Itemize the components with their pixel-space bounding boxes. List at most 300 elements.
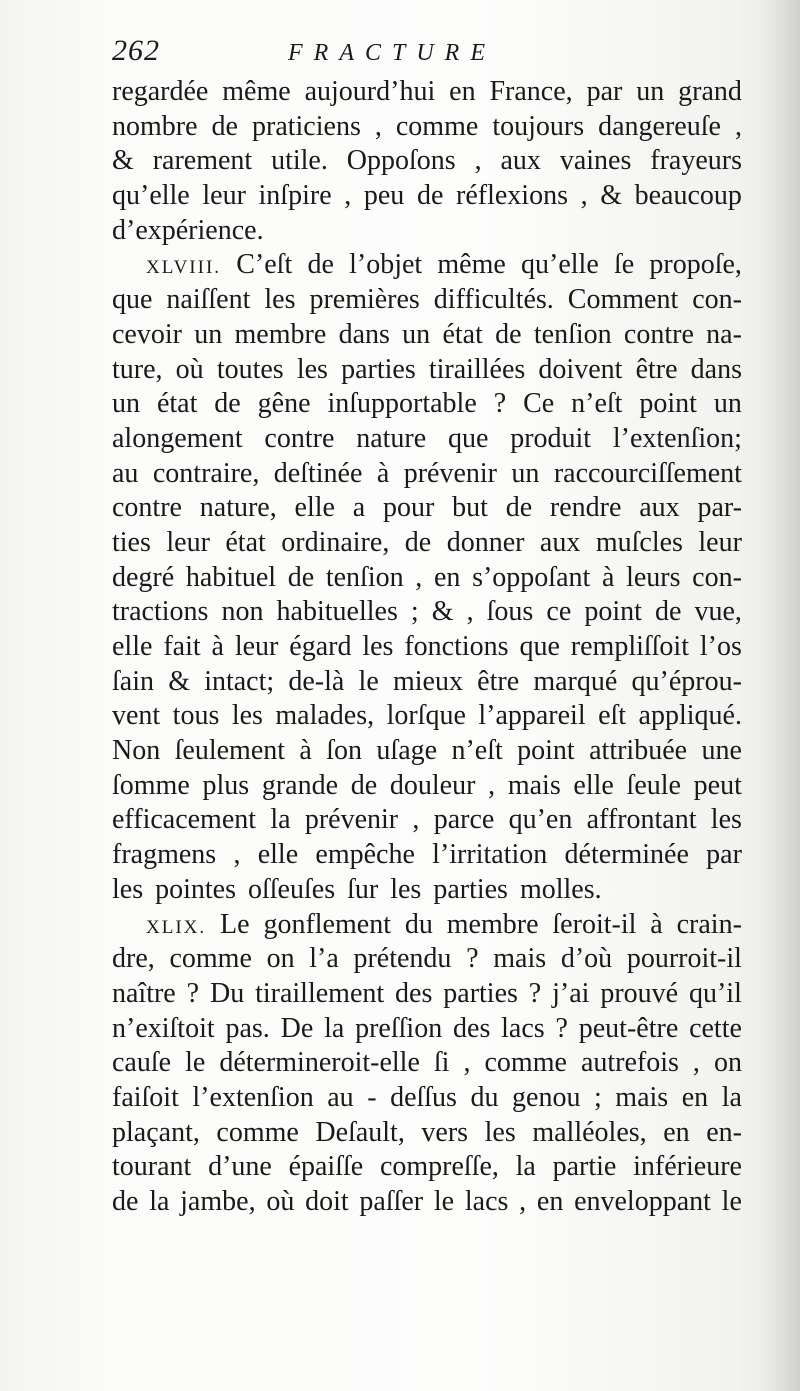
word: Comment: [567, 284, 679, 316]
word: leur: [202, 180, 246, 212]
word: pour: [382, 492, 435, 524]
word: de: [350, 769, 378, 801]
word: ,: [463, 1047, 471, 1079]
text-line: [112, 215, 742, 250]
word: &: [431, 596, 454, 628]
word: peu: [363, 180, 405, 212]
word: grande: [261, 769, 339, 801]
word: l’irritation: [432, 839, 548, 871]
word: l’objet: [349, 249, 423, 281]
word: l’os: [699, 631, 742, 662]
word: le: [185, 1047, 206, 1079]
word: mais: [493, 943, 547, 975]
word: par: [586, 76, 623, 107]
word: les: [231, 700, 263, 732]
text-line: [112, 839, 742, 874]
word: de: [287, 561, 315, 593]
word: jambe,: [180, 1186, 256, 1217]
word: uſage: [376, 735, 438, 767]
text-line: [112, 1186, 742, 1221]
word: vers: [421, 1116, 469, 1148]
word: naître: [112, 977, 176, 1009]
word: à: [376, 457, 390, 489]
text-line: [112, 631, 742, 666]
word: ſeule: [626, 769, 681, 801]
text-line: [112, 284, 742, 319]
word: un: [713, 388, 742, 420]
word: être: [635, 353, 678, 385]
word: ture,: [112, 353, 163, 385]
word: tenſion: [325, 561, 404, 593]
word: que: [447, 422, 489, 454]
word: qu’éprou-: [631, 665, 742, 697]
word: à: [211, 631, 224, 662]
word: un: [511, 457, 540, 489]
word: parties: [341, 353, 416, 385]
word: de: [654, 596, 682, 628]
word: donner: [446, 526, 525, 558]
word: prouvé: [600, 977, 679, 1009]
word: d’où: [560, 943, 613, 975]
word: frayeurs: [650, 145, 742, 177]
word: ſe: [613, 249, 635, 281]
word: un: [194, 318, 223, 350]
word: fait: [163, 631, 201, 662]
text-line: [112, 666, 742, 701]
word: la: [149, 1186, 170, 1217]
word: vue,: [694, 596, 742, 628]
word: ?: [555, 1012, 568, 1044]
word: contraire,: [152, 457, 260, 489]
word: point: [517, 735, 575, 767]
word: mais: [615, 1081, 669, 1113]
word: les: [484, 1116, 516, 1148]
word: inſupportable: [327, 388, 477, 420]
word: praticiens: [252, 110, 361, 142]
word: Le: [220, 908, 250, 940]
word: de: [211, 110, 238, 142]
word: en: [449, 76, 476, 107]
word: lacs: [501, 1012, 545, 1044]
page-edge-shadow: [762, 0, 800, 1391]
word: enveloppant: [574, 1186, 711, 1217]
word: aux: [639, 492, 680, 524]
word: à: [299, 735, 312, 767]
word: ?: [186, 977, 200, 1009]
section-title: FRACTURE: [288, 40, 496, 66]
word: ;: [410, 596, 419, 628]
word: en: [536, 1186, 564, 1217]
text-line: [112, 111, 742, 146]
word: ſous: [486, 596, 534, 628]
word: appliqué.: [638, 700, 742, 732]
word: parce: [433, 804, 495, 836]
word: n’eſt: [571, 388, 623, 420]
word: prétendu: [353, 943, 452, 975]
word: tous: [172, 700, 220, 732]
word: une: [701, 735, 742, 767]
word: membre: [446, 908, 539, 940]
word: tourant: [112, 1151, 192, 1183]
word: ,: [415, 561, 423, 593]
word: même: [222, 76, 291, 107]
word: ?: [493, 388, 507, 420]
word: que: [519, 631, 560, 662]
word: ſomme: [112, 769, 190, 801]
word: aux: [539, 526, 581, 558]
word: Deſault,: [315, 1116, 405, 1148]
word: but: [452, 492, 488, 524]
word: malléoles,: [532, 1116, 647, 1148]
word: a: [352, 492, 366, 524]
word: pourroit-il: [626, 943, 742, 975]
word: France,: [489, 76, 573, 107]
word: tenſion: [533, 318, 612, 350]
word: toujours: [492, 110, 585, 142]
word: rarement: [152, 145, 253, 177]
word: &: [168, 665, 190, 697]
word: l’appareil: [478, 700, 586, 732]
word: pointes: [155, 873, 236, 905]
word: par: [706, 839, 742, 871]
word: faiſoit: [112, 1081, 179, 1113]
text-line: [112, 354, 742, 389]
word: crain-: [676, 908, 742, 940]
text-line: [112, 1151, 742, 1186]
word: fragmens: [112, 839, 217, 871]
word: rendre: [549, 492, 622, 524]
word: nature,: [199, 492, 277, 524]
word: ſeroit-il: [552, 908, 637, 940]
word: ,: [580, 180, 588, 212]
word: ſi: [433, 1047, 450, 1079]
word: ,: [233, 839, 241, 871]
word: comme: [484, 1047, 567, 1079]
word: Ce: [523, 388, 555, 420]
word: doivent: [538, 353, 623, 385]
word: en: [433, 561, 461, 593]
word: compreſſe,: [379, 1151, 499, 1183]
word: leurs: [626, 561, 681, 593]
word: difficultés.: [433, 284, 554, 316]
text-line: [112, 735, 742, 770]
word: point: [639, 388, 697, 420]
word: ordinaire,: [281, 526, 390, 558]
word: ,: [692, 1047, 700, 1079]
word: non: [221, 596, 264, 628]
word: inſpire: [258, 180, 332, 212]
word: au: [112, 457, 139, 489]
word: où: [175, 353, 204, 385]
word: à: [601, 561, 615, 593]
word: qu’elle: [112, 180, 190, 212]
word: elle: [573, 769, 614, 801]
word: Oppoſons: [346, 145, 456, 177]
word: on: [266, 943, 295, 975]
word: ,: [344, 180, 352, 212]
text-line: [112, 527, 742, 562]
word: beaucoup: [634, 180, 742, 212]
word: n’eſt: [451, 735, 503, 767]
word: lorſque: [386, 700, 466, 732]
word: contre: [264, 422, 335, 454]
word: eſt: [598, 700, 627, 732]
word: même: [437, 249, 506, 281]
word: genou: [512, 1081, 581, 1113]
word: ſur: [347, 873, 379, 905]
word: oſſeuſes: [248, 873, 336, 905]
word: ,: [488, 769, 496, 801]
word: gonflement: [263, 908, 391, 940]
word: ſeulement: [174, 735, 286, 767]
word: prévenir: [403, 457, 497, 489]
word: ſon: [326, 735, 363, 767]
text-line: [112, 804, 742, 839]
word: na-: [706, 318, 742, 350]
word: C’eſt: [236, 249, 293, 281]
word: des: [453, 1012, 491, 1044]
word: De: [280, 1012, 314, 1044]
word: elle: [294, 492, 335, 524]
word: d’une: [208, 1151, 272, 1183]
text-line: [112, 319, 742, 354]
word: mais: [507, 769, 561, 801]
word: point: [584, 596, 642, 628]
word: plaçant,: [112, 1116, 200, 1148]
word: que: [112, 284, 153, 316]
word: affrontant: [586, 804, 697, 836]
word: leur: [234, 631, 279, 662]
word: de: [416, 180, 444, 212]
word: par-: [697, 492, 742, 524]
text-line: [112, 1117, 742, 1152]
paragraph-start-line: [112, 909, 742, 944]
word: peut: [693, 769, 742, 801]
word: inférieure: [633, 1151, 742, 1183]
word: mieux: [392, 665, 463, 697]
word: ,: [734, 110, 742, 142]
word: fonctions: [404, 631, 509, 662]
word: la: [515, 1151, 536, 1183]
word: l’extenſion;: [612, 422, 742, 454]
word: tiraillées: [428, 353, 526, 385]
text-line: [112, 76, 742, 111]
word: vaines: [559, 145, 632, 177]
word: deſtinée: [273, 457, 363, 489]
word: la: [270, 804, 291, 836]
word: preſſion: [355, 1012, 443, 1044]
word: j’ai: [552, 977, 590, 1009]
word: propoſe,: [649, 249, 742, 281]
word: partie: [552, 1151, 617, 1183]
word: ,: [466, 596, 474, 628]
word: où: [266, 1186, 295, 1217]
word: toutes: [216, 353, 284, 385]
word: de: [505, 492, 533, 524]
word: égard: [289, 631, 352, 662]
word: dre,: [112, 943, 155, 975]
word: qu’il: [688, 977, 742, 1009]
word: dans: [690, 353, 742, 385]
word: degré: [112, 561, 175, 593]
section-number: XLIX.: [146, 916, 207, 938]
word: con-: [692, 561, 742, 593]
word: état: [156, 388, 198, 420]
word: en-: [706, 1116, 742, 1148]
word: n’exiſtoit: [112, 1012, 215, 1044]
text-line: [112, 180, 742, 215]
word: les: [296, 353, 328, 385]
word: de: [307, 249, 334, 281]
word: à: [650, 908, 663, 940]
text-line: [112, 596, 742, 631]
word: habituelles: [276, 596, 398, 628]
word: muſcles: [595, 526, 683, 558]
word: douleur: [389, 769, 476, 801]
word: grand: [678, 76, 742, 107]
word: ce: [546, 596, 572, 628]
word: premières: [309, 284, 420, 316]
word: cette: [689, 1012, 742, 1044]
word: réflexions: [456, 180, 568, 212]
word: -: [367, 1081, 377, 1113]
word: deſſus: [390, 1081, 457, 1113]
word: de-là: [288, 665, 345, 697]
word: pas.: [225, 1012, 270, 1044]
text-line: [112, 458, 742, 493]
word: le: [721, 1186, 742, 1217]
word: doit: [305, 1186, 349, 1217]
word: d’expérience.: [112, 214, 264, 246]
text-line: [112, 874, 742, 909]
word: prévenir: [304, 804, 399, 836]
word: marqué: [533, 665, 618, 697]
text-line: [112, 770, 742, 805]
word: les: [112, 873, 144, 905]
word: parties: [433, 873, 508, 905]
word: naiſſent: [166, 284, 251, 316]
word: Non: [112, 735, 161, 767]
text-line: [112, 978, 742, 1013]
page-number: 262: [112, 34, 160, 67]
text-line: [112, 388, 742, 423]
word: regardée: [112, 76, 209, 107]
word: contre: [112, 492, 182, 524]
word: déterminée: [564, 839, 689, 871]
word: le: [358, 665, 379, 697]
word: un: [636, 76, 665, 107]
word: les: [390, 873, 422, 905]
word: être: [477, 665, 520, 697]
word: la: [721, 1081, 742, 1113]
running-head: [112, 30, 740, 70]
word: nombre: [112, 110, 198, 142]
word: les: [264, 284, 296, 316]
word: empêche: [315, 839, 415, 871]
word: raccourciſſement: [553, 457, 742, 489]
word: de: [214, 388, 241, 420]
text-line: [112, 492, 742, 527]
word: des: [395, 977, 433, 1009]
text-line: [112, 145, 742, 180]
text-line: [112, 423, 742, 458]
word: ,: [412, 804, 420, 836]
word: en: [681, 1081, 709, 1113]
word: ?: [466, 943, 479, 975]
word: de: [404, 526, 432, 558]
word: qu’en: [508, 804, 573, 836]
word: ſain: [112, 665, 154, 697]
word: elle: [257, 839, 299, 871]
word: membre: [234, 318, 327, 350]
body-text: [112, 76, 742, 1221]
word: Du: [209, 977, 245, 1009]
text-line: [112, 1082, 742, 1117]
word: utile.: [271, 145, 328, 177]
word: de: [112, 1186, 139, 1217]
word: leur: [166, 526, 210, 558]
word: ?: [528, 977, 542, 1009]
word: contre: [623, 318, 694, 350]
word: rempliſſoit: [570, 631, 689, 662]
word: habituel: [185, 561, 277, 593]
word: aux: [500, 145, 541, 177]
word: ,: [519, 1186, 527, 1217]
word: tiraillement: [255, 977, 385, 1009]
word: dans: [338, 318, 390, 350]
word: paſſer: [359, 1186, 424, 1217]
word: détermineroit-elle: [219, 1047, 420, 1079]
word: molles.: [519, 873, 602, 905]
word: lacs: [464, 1186, 509, 1217]
text-line: [112, 943, 742, 978]
word: alongement: [112, 422, 243, 454]
word: comme: [169, 943, 252, 975]
word: &: [112, 145, 134, 177]
word: ,: [474, 145, 482, 177]
word: ,: [374, 110, 382, 142]
word: leur: [698, 526, 742, 558]
word: les: [710, 804, 742, 836]
word: vent: [112, 700, 161, 732]
word: plus: [202, 769, 250, 801]
word: tractions: [112, 596, 209, 628]
word: cauſe: [112, 1047, 172, 1079]
word: malades,: [275, 700, 375, 732]
word: le: [433, 1186, 455, 1217]
word: du: [404, 908, 433, 940]
word: autrefois: [580, 1047, 679, 1079]
word: la: [324, 1012, 345, 1044]
text-line: [112, 1013, 742, 1048]
word: l’extenſion: [192, 1081, 314, 1113]
word: peut-être: [578, 1012, 679, 1044]
word: un: [112, 388, 140, 420]
word: produit: [510, 422, 592, 454]
word: intact;: [204, 665, 275, 697]
word: con-: [692, 284, 742, 316]
word: comme: [395, 110, 479, 142]
word: un: [402, 318, 431, 350]
word: aujourd’hui: [304, 76, 436, 107]
text-line: [112, 1047, 742, 1082]
word: les: [362, 631, 394, 662]
word: de: [495, 318, 522, 350]
text-line: [112, 700, 742, 735]
word: du: [470, 1081, 499, 1113]
word: s’oppoſant: [472, 561, 591, 593]
word: ;: [593, 1081, 602, 1113]
